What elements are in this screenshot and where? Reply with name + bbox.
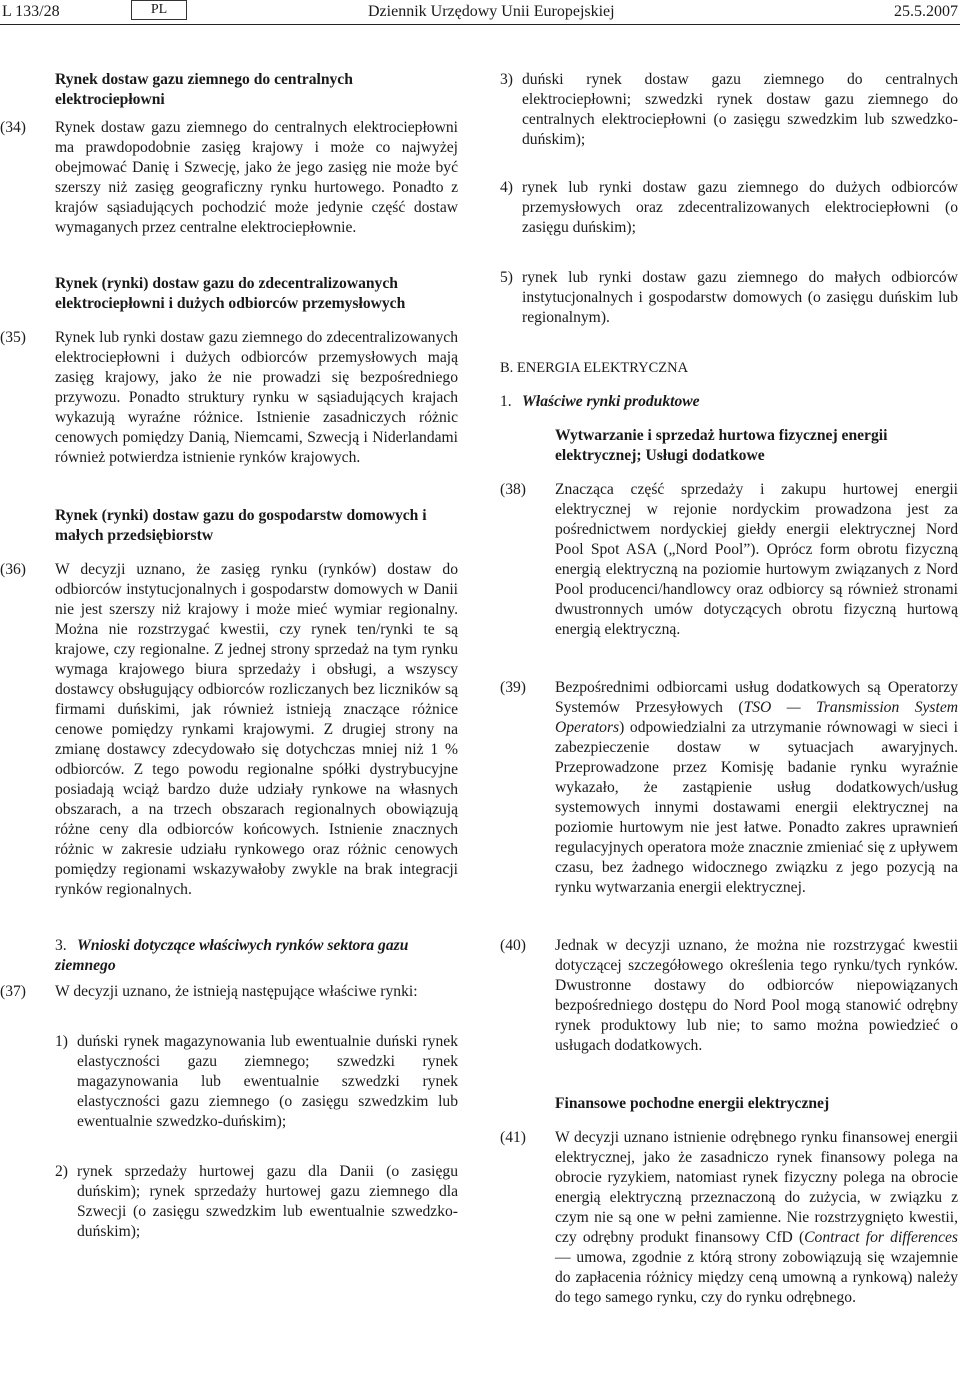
- header-divider: [0, 24, 960, 25]
- right-column: [500, 70, 958, 1308]
- text-segment: — umowa, zgodnie z którą strony zobowiązują się wzajemnie do zapłacenia różnicy między ceną umowną a rynkową) należy do tego samego rynku, czy do rynku odrębnego.: [555, 1249, 958, 1306]
- paragraph-number: (36): [0, 561, 26, 578]
- list-item: [500, 178, 958, 238]
- paragraph-text: Rynek lub rynki dostaw gazu ziemnego do zdecentralizowanych elektrociepłowni i dużych odbiorców przemysłowych mają zasięg krajowy, jako że nie prowadzi się bezpośredniego przywozu. Ponadto struktury rynku w sąsiadujących krajach wykazują wyraźne różnice. Istnienie zasadniczych różnic cenowych pomiędzy Danią, Niemcami, Szwecją i Niderlandami również potwierdza istnienie rynków krajowych.: [55, 329, 458, 466]
- section-heading: Rynek (rynki) dostaw gazu do zdecentralizowanych elektrociepłowni i dużych odbiorców przemysłowych: [55, 275, 406, 312]
- subsection-title: Właściwe rynki produktowe: [522, 393, 700, 410]
- paragraph-41: [500, 1128, 958, 1308]
- paragraph-number: (41): [500, 1129, 526, 1146]
- section-heading: Rynek dostaw gazu ziemnego do centralnych elektrociepłowni: [55, 71, 353, 108]
- item-text: rynek sprzedaży hurtowej gazu dla Danii (o zasięgu duńskim); rynek sprzedaży hurtowej gazu ziemnego dla Szwecji (o zasięgu szwedzkim lub ewentualnie szwedzko-duńskim);: [77, 1163, 458, 1240]
- list-item: [500, 268, 958, 328]
- italic-term: TSO — Transmission System Operators: [555, 699, 959, 736]
- paragraph-39: [500, 678, 958, 898]
- section-b-heading: B. ENERGIA ELEKTRYCZNA: [500, 360, 689, 376]
- left-column: [0, 70, 458, 1242]
- list-item: [500, 70, 958, 150]
- list-item: [55, 1032, 458, 1132]
- item-text: duński rynek dostaw gazu ziemnego do centralnych elektrociepłowni; szwedzki rynek dostaw gazu ziemnego do centralnych elektrociepłowni (o zasięgu szwedzkim lub szwedzko-duńskim);: [522, 71, 958, 148]
- section-heading: Rynek (rynki) dostaw gazu do gospodarstw domowych i małych przedsiębiorstw: [55, 507, 427, 544]
- item-number: 1): [55, 1033, 68, 1050]
- item-text: rynek lub rynki dostaw gazu ziemnego do dużych odbiorców przemysłowych oraz zdecentralizowanych elektrociepłowni (o zasięgu duńskim);: [522, 179, 958, 236]
- paragraph-text: W decyzji uznano, że zasięg rynku (rynków) dostaw do odbiorców instytucjonalnych i gospodarstw domowych w Danii nie jest szerszy niż krajowy i może mieć wymiar regionalny. Można nie rozstrzygać kwestii, czy rynek ten/rynki te są krajowe, czy regionalne. Z jednej strony sprzedaż na tym rynku wymaga krajowego biura sprzedaży i obsługi, a wszyscy dostawcy obsługujący odbiorców rozliczanych bez liczników są firmami duńskimi, jak również istnieją znaczące różnice cenowe pomiędzy rynkami krajowymi. Z drugiej strony na zmianę dostawcy zdecydowało się dotychczas mniej niż 1 % odbiorców. Z tego powodu regionalne spółki dystrybucyjne posiadają wciąż bardzo duże udziały rynkowe na własnych obszarach, a na trzech obszarach regionalnych obowiązują różne ceny dla odbiorców końcowych. Istnienie znacznych różnic w zakresie udziału rynkowego oraz różnic cenowych pomiędzy regionami wskazywałoby zwykle na brak integracji rynków regionalnych.: [55, 561, 458, 898]
- italic-term: Contract for differences: [804, 1229, 958, 1246]
- subsection-number: 1.: [500, 393, 512, 410]
- subsection-title: Wnioski dotyczące właściwych rynków sektora gazu ziemnego: [55, 937, 409, 974]
- paragraph-text: Rynek dostaw gazu ziemnego do centralnych elektrociepłowni ma prawdopodobnie zasięg krajowy i może co najwyżej obejmować Danię i Szwecję, jako że jego zasięg nie może być szerszy niż zasięg geograficzny rynku hurtowego. Ponadto z krajów sąsiadujących pochodzić może jedynie część dostaw wymaganych przez centralne elektrociepłownie.: [55, 119, 458, 236]
- paragraph-text: Znacząca część sprzedaży i zakupu hurtowej energii elektrycznej w rejonie nordyckim prowadzona jest za pośrednictwem nordyckiej giełdy energii elektrycznej Nord Pool Spot ASA („Nord Pool”). Oprócz form obrotu fizyczną energią elektryczną na poziomie hurtowym związanych z Nord Pool producenci/handlowcy oraz odbiorcy są również stronami dwustronnych umów dotyczących obrotu fizyczną hurtową energią elektryczną.: [555, 481, 958, 638]
- paragraph-number: (40): [500, 937, 526, 954]
- text-segment: ) odpowiedzialni za utrzymanie równowagi w sieci i zabezpieczenie dostaw w sytuacjach awaryjnych. Przeprowadzone przez Komisję badanie rynku wyraźnie wykazało, że zastąpienie usług dodatkowych/usług systemowych innymi dostawami energii elektrycznej na poziomie hurtowym nie jest łatwe. Ponadto zakres uprawnień regulacyjnych operatora może znacznie zmieniać się z upływem czasu, bez żadnego widocznego związku z jego pozycją na rynku wytwarzania energii elektrycznej.: [555, 719, 958, 896]
- paragraph-36: [0, 560, 458, 900]
- item-number: 3): [500, 71, 513, 88]
- item-number: 2): [55, 1163, 68, 1180]
- subsection-heading: [55, 936, 458, 976]
- page-header: [0, 0, 960, 24]
- item-number: 4): [500, 179, 513, 196]
- paragraph-37: [0, 982, 458, 1002]
- paragraph-34: [0, 118, 458, 238]
- paragraph-text: [555, 1128, 958, 1308]
- subsection-heading: [500, 392, 958, 412]
- paragraph-number: (39): [500, 679, 526, 696]
- page-number: L 133/28: [2, 3, 60, 20]
- paragraph-text: Jednak w decyzji uznano, że można nie rozstrzygać kwestii dotyczącej szczegółowego określenia tego rynku/tych rynków. Dwustronne dostawy do odbiorców niepowiązanych bezpośredniego dostępu do Nord Pool mogą stanowić odrębny rynek produktowy lub nie; to samo można powiedzieć o usługach dodatkowych.: [555, 937, 958, 1054]
- paragraph-38: [500, 480, 958, 640]
- journal-title: Dziennik Urzędowy Unii Europejskiej: [368, 3, 615, 20]
- item-number: 5): [500, 269, 513, 286]
- paragraph-number: (38): [500, 481, 526, 498]
- paragraph-number: (35): [0, 329, 26, 346]
- item-text: duński rynek magazynowania lub ewentualnie duński rynek elastyczności gazu ziemnego; szwedzki rynek magazynowania lub ewentualnie szwedzki rynek elastyczności gazu ziemnego (o zasięgu szwedzkim lub ewentualnie szwedzko-duńskim);: [77, 1033, 458, 1130]
- section-heading: Wytwarzanie i sprzedaż hurtowa fizycznej energii elektrycznej; Usługi dodatkowe: [555, 427, 888, 464]
- paragraph-text: [555, 678, 958, 898]
- paragraph-40: [500, 936, 958, 1056]
- publication-date: 25.5.2007: [894, 3, 958, 20]
- item-text: rynek lub rynki dostaw gazu ziemnego do małych odbiorców instytucjonalnych i gospodarstw domowych (o zasięgu duńskim lub regionalnym).: [522, 269, 958, 326]
- text-segment: Bezpośrednimi odbiorcami usług dodatkowych są Operatorzy Systemów Przesyłowych (: [555, 679, 958, 716]
- paragraph-35: [0, 328, 458, 468]
- subsection-number: 3.: [55, 937, 67, 954]
- text-segment: W decyzji uznano istnienie odrębnego rynku finansowej energii elektrycznej, jako że zasadniczo rynek finansowy polega na obrocie ryzykiem, natomiast rynek fizyczny polega na obrocie energią elektryczną przeznaczoną do zużycia, w związku z czym nie są one w pełni zamienne. Nie rozstrzygnięto kwestii, czy odrębny produkt finansowy CfD (: [555, 1129, 958, 1246]
- list-item: [55, 1162, 458, 1242]
- paragraph-number: (34): [0, 119, 26, 136]
- paragraph-text: W decyzji uznano, że istnieją następujące właściwe rynki:: [55, 983, 418, 1000]
- paragraph-number: (37): [0, 983, 26, 1000]
- section-heading: Finansowe pochodne energii elektrycznej: [555, 1095, 830, 1112]
- language-badge: PL: [131, 0, 187, 20]
